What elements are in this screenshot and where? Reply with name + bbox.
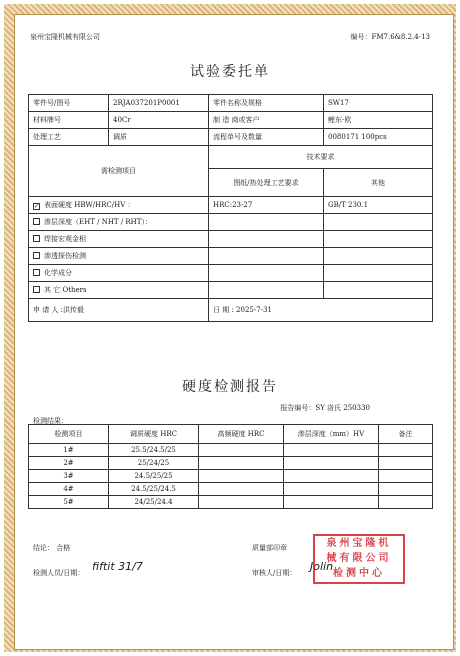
item-other (324, 282, 433, 299)
part-name-value: SW17 (324, 95, 433, 112)
applicant: 申 请 人 :洪传毅 (29, 299, 209, 322)
checkbox[interactable] (33, 269, 40, 276)
part-no-label: 零件号/图号 (29, 95, 109, 112)
item-other: GB/T 230.1 (324, 197, 433, 214)
table-row (29, 483, 433, 496)
cell (284, 470, 379, 483)
cell (284, 483, 379, 496)
tech-header: 技术要求 (209, 146, 433, 169)
item-drawing (209, 282, 324, 299)
part-name-label: 零件名称及规格 (209, 95, 324, 112)
cell: 24/25/24.4 (109, 496, 199, 509)
company-name: 泉州宝隆机械有限公司 (30, 33, 100, 41)
process-value: 调质 (109, 129, 209, 146)
cell: 3# (29, 470, 109, 483)
item-chemistry: 化学成分 (29, 265, 209, 282)
items-header: 需检测项目 (29, 146, 209, 197)
hardness-results-table (28, 424, 433, 509)
form-title: 试验委托单 (190, 64, 270, 80)
reviewer-signature: Jolin (310, 560, 334, 573)
item-surface-hardness: ✓ 表面硬度 HBW/HRC/HV ： (29, 197, 209, 214)
inspector-signature: fiftit 31/7 (92, 560, 143, 573)
col-header: 检测项目 (29, 425, 109, 444)
cell: 25/24/25 (109, 457, 199, 470)
other-header: 其他 (324, 169, 433, 197)
checkbox[interactable] (33, 235, 40, 242)
checkbox[interactable] (33, 218, 40, 225)
quality-stamp-label: 质量部印章 (252, 544, 287, 552)
process-label: 处理工艺 (29, 129, 109, 146)
conclusion: 结论： 合格 (33, 544, 71, 552)
item-others: 其 它 Others (29, 282, 209, 299)
cell: 24.5/25/25 (109, 470, 199, 483)
material-label: 材料牌号 (29, 112, 109, 129)
table-row (29, 496, 433, 509)
maker-label: 制 造 商或客户 (209, 112, 324, 129)
flow-label: 流程单号及数量 (209, 129, 324, 146)
cell: 1# (29, 444, 109, 457)
cell (284, 496, 379, 509)
test-request-form (28, 94, 433, 322)
item-drawing: HRC:23-27 (209, 197, 324, 214)
cell: 5# (29, 496, 109, 509)
cell (284, 457, 379, 470)
cell: 24.5/25/24.5 (109, 483, 199, 496)
cell (199, 470, 284, 483)
cell (379, 444, 433, 457)
cell (379, 470, 433, 483)
cell (379, 483, 433, 496)
cell (379, 457, 433, 470)
item-drawing (209, 214, 324, 231)
cell (284, 444, 379, 457)
col-header: 调质硬度 HRC (109, 425, 199, 444)
checkbox[interactable] (33, 252, 40, 259)
cell: 25.5/24.5/25 (109, 444, 199, 457)
col-header: 高频硬度 HRC (199, 425, 284, 444)
cell (199, 483, 284, 496)
item-other (324, 214, 433, 231)
flow-value: 0080171 100pcs (324, 129, 433, 146)
inspector-label: 检测人员/日期： (33, 569, 85, 577)
stamp-line: 检测中心 (333, 568, 385, 579)
checkbox-checked[interactable]: ✓ (34, 203, 40, 210)
cell (379, 496, 433, 509)
cell: 4# (29, 483, 109, 496)
material-value: 40Cr (109, 112, 209, 129)
cell (199, 457, 284, 470)
item-case-depth: 渗层深度（EHT / NHT / RHT）： (29, 214, 209, 231)
results-label: 检测结果： (33, 417, 68, 425)
table-row (29, 444, 433, 457)
stamp-line: 泉州宝隆机 (326, 538, 392, 549)
item-other (324, 265, 433, 282)
document-number: 编号：FM7.6&8.2.4-13 (350, 33, 430, 41)
col-header: 渗层深度（mm）HV (284, 425, 379, 444)
item-other (324, 248, 433, 265)
maker-value: 鲤东-欧 (324, 112, 433, 129)
table-row (29, 470, 433, 483)
stamp-line: 械有限公司 (326, 553, 392, 564)
report-title: 硬度检测报告 (182, 379, 278, 395)
company-seal-stamp (313, 534, 405, 584)
reviewer-label: 审核人/日期： (252, 569, 297, 577)
table-row (29, 457, 433, 470)
item-weld-macro: 焊接宏观金相 (29, 231, 209, 248)
request-date: 日 期 : 2025-7-31 (209, 299, 433, 322)
drawing-header: 图纸/热处理工艺要求 (209, 169, 324, 197)
checkbox[interactable] (33, 286, 40, 293)
item-drawing (209, 265, 324, 282)
col-header: 备注 (379, 425, 433, 444)
report-number: 报告编号：SY 洛氏 250330 (280, 404, 370, 412)
item-penetrant: 渗透探伤检测 (29, 248, 209, 265)
item-drawing (209, 248, 324, 265)
part-no-value: 2RJA037201P0001 (109, 95, 209, 112)
cell (199, 496, 284, 509)
cell (199, 444, 284, 457)
item-drawing (209, 231, 324, 248)
item-other (324, 231, 433, 248)
cell: 2# (29, 457, 109, 470)
